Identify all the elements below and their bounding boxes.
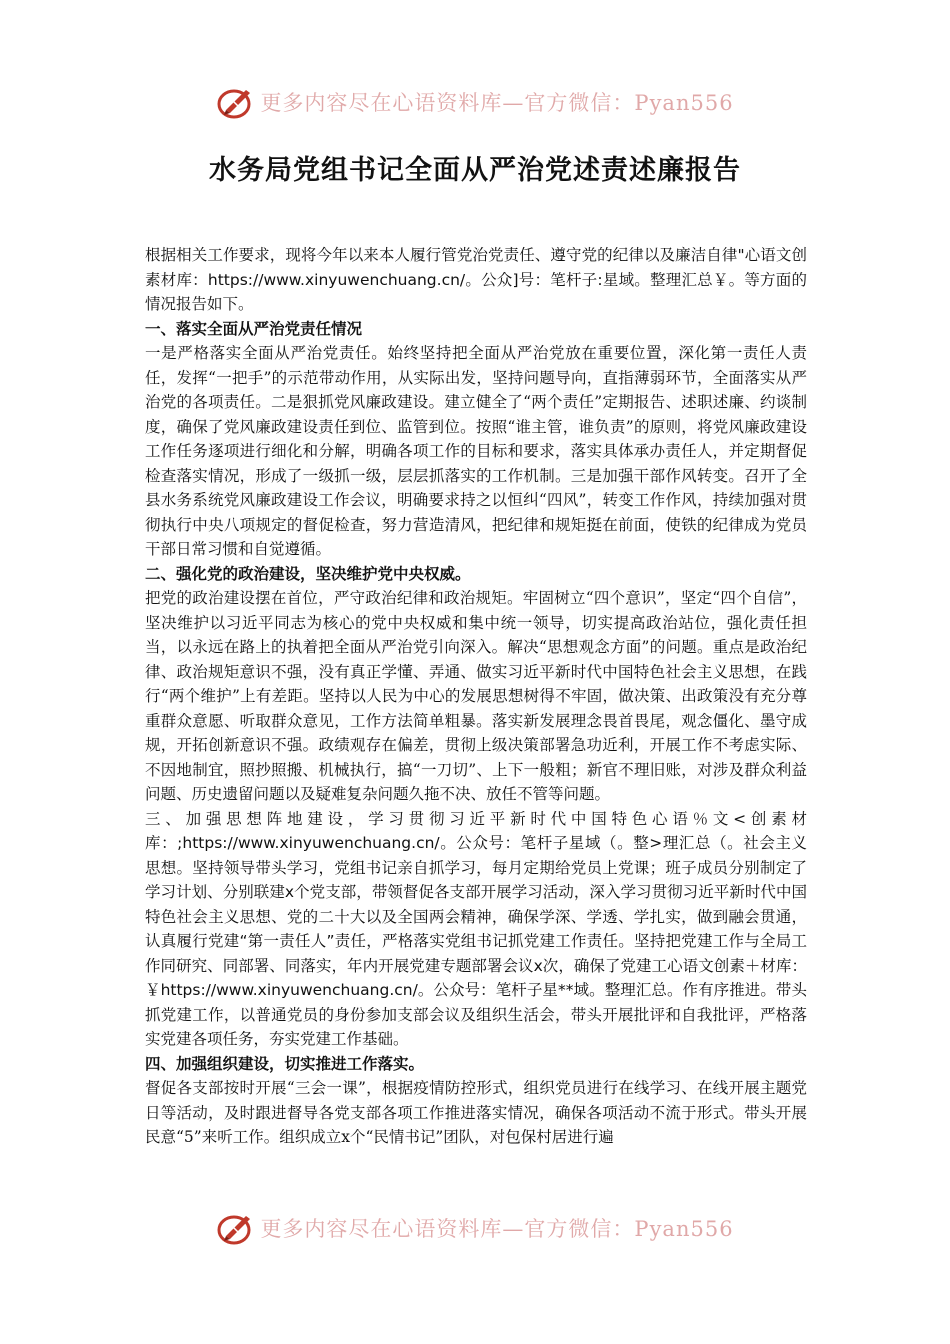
pen-logo-icon bbox=[216, 84, 256, 120]
section-paragraph-2: 把党的政治建设摆在首位，严守政治纪律和政治规矩。牢固树立“四个意识”，坚定“四个自信”，坚决维护以习近平同志为核心的党中央权威和集中统一领导，切实提高政治站位，强化责任担当，以永远在路上的执着把全面从严治党引向深入。解决“思想观念方面”的问题。重点是政治纪律、政治规矩意识不强，没有真正学懂、弄通、做实习近平新时代中国特色社会主义思想，在践行“两个维护”上有差距。坚持以人民为中心的发展思想树得不牢固，做决策、出政策没有充分尊重群众意愿、听取群众意见，工作方法简单粗暴。落实新发展理念畏首畏尾，观念僵化、墨守成规，开拓创新意识不强。政绩观存在偏差，贯彻上级决策部署急功近利，开展工作不考虑实际、不因地制宜，照抄照搬、机械执行，搞“一刀切”、上下一般粗；新官不理旧账，对涉及群众利益问题、历史遗留问题以及疑难复杂问题久拖不决、放任不管等问题。 bbox=[145, 589, 807, 803]
pen-logo-icon bbox=[216, 1210, 256, 1246]
watermark-text: 更多内容尽在心语资料库—官方微信：Pyan556 bbox=[260, 1217, 734, 1241]
watermark-banner-bottom bbox=[0, 1208, 950, 1248]
section-heading-2: 二、强化党的政治建设，坚决维护党中央权威。 bbox=[145, 564, 471, 583]
page-title: 水务局党组书记全面从严治党述责述廉报告 bbox=[209, 155, 741, 186]
watermark-banner-top bbox=[0, 82, 950, 122]
watermark-text: 更多内容尽在心语资料库—官方微信：Pyan556 bbox=[260, 91, 734, 115]
section-heading-1: 一、落实全面从严治党责任情况 bbox=[145, 319, 363, 338]
document-body bbox=[145, 243, 807, 1150]
section-paragraph-1: 一是严格落实全面从严治党责任。始终坚持把全面从严治党放在重要位置，深化第一责任人责任，发挥“一把手”的示范带动作用，从实际出发，坚持问题导向，直指薄弱环节，全面落实从严治党的各项责任。二是狠抓党风廉政建设。建立健全了“两个责任”定期报告、述职述廉、约谈制度，确保了党风廉政建设责任到位、监管到位。按照“谁主管，谁负责”的原则，将党风廉政建设工作任务逐项进行细化和分解，明确各项工作的目标和要求，落实具体承办责任人，并定期督促检查落实情况，形成了一级抓一级，层层抓落实的工作机制。三是加强干部作风转变。召开了全县水务系统党风廉政建设工作会议，明确要求持之以恒纠“四风”，转变工作作风，持续加强对贯彻执行中央八项规定的督促检查，努力营造清风，把纪律和规矩挺在前面，使铁的纪律成为党员干部日常习惯和自觉遵循。 bbox=[145, 344, 807, 558]
section-paragraph-3: 三、加强思想阵地建设，学习贯彻习近平新时代中国特色心语％文<创素材库：;https://www.xinyuwenchuang.cn/。公众号：笔杆子星域（。整>理汇总（。社会主义思想。坚持领导带头学习，党组书记亲自抓学习，每月定期给党员上党课；班子成员分别制定了学习计划、分别联建x个党支部，带领督促各支部开展学习活动，深入学习贯彻习近平新时代中国特色社会主义思想、党的二十大以及全国两会精神，确保学深、学透、学扎实，做到融会贯通，认真履行党建“第一责任人”责任，严格落实党组书记抓党建工作责任。坚持把党建工作与全局工作同研究、同部署、同落实，年内开展党建专题部署会议x次，确保了党建工心语文创素＋材库：￥https://www.xinyuwenchuang.cn/。公众号：笔杆子星**域。整理汇总。作有序推进。带头抓党建工作，以普通党员的身份参加支部会议及组织生活会，带头开展批评和自我批评，严格落实党建各项任务，夯实党建工作基础。 bbox=[145, 809, 807, 1048]
section-heading-4: 四、加强组织建设，切实推进工作落实。 bbox=[145, 1054, 425, 1073]
intro-paragraph: 根据相关工作要求，现将今年以来本人履行管党治党责任、遵守党的纪律以及廉洁自律"心语文创素材库：https://www.xinyuwenchuang.cn/。公众]号：笔杆子:星域。整理汇总￥。等方面的情况报告如下。 bbox=[145, 246, 807, 313]
section-paragraph-4: 督促各支部按时开展“三会一课”，根据疫情防控形式，组织党员进行在线学习、在线开展主题党日等活动，及时跟进督导各党支部各项工作推进落实情况，确保各项活动不流于形式。带头开展民意“5”来听工作。组织成立x个“民情书记”团队，对包保村居进行遍 bbox=[145, 1079, 807, 1146]
